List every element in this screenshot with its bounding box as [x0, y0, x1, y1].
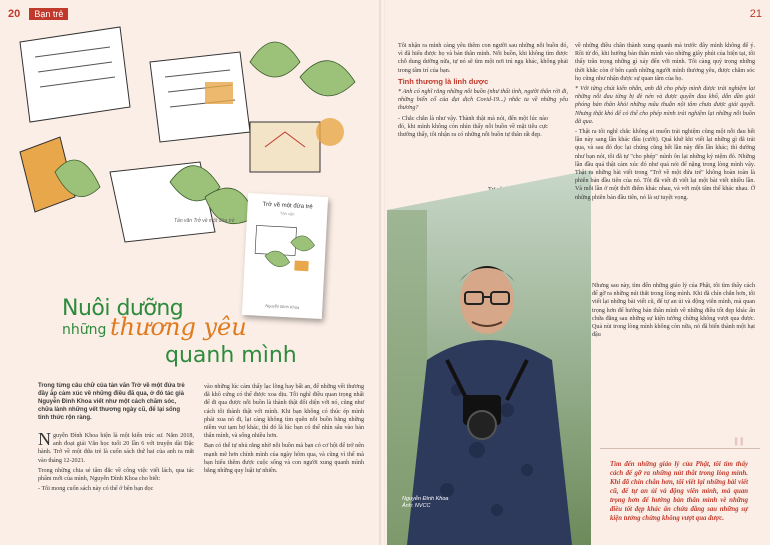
book-cover-art [249, 220, 322, 284]
article-title-line2b: thương yêu [110, 313, 247, 341]
interview-answer: - Chắc chắn là như vậy. Thành thật mà nói, đến một lúc nào đó, khi mình không còn nhìn thấy nỗi buồn về mặt tiêu cực thường thấy, tôi nhận ra có những nỗi buồn tự thân rất đẹp. [398, 115, 548, 139]
drop-cap: N [38, 429, 51, 449]
pull-quote: Tìm đến những giáo lý của Phật, tôi tìm thấy cách để gỡ ra những nút thắt trong lòng mình. Khi đã chín chắn hơn, tôi viết lại những bài viết cũ, để tự an ủi và động viên mình, mà quan trọng hơn để hướng bản thân mình về những điều tốt đẹp khác ấn chứa đằng sau những sự kiện tưởng chừng không vượt qua được. [610, 461, 748, 522]
left-page [0, 0, 381, 545]
photo-caption-name: Nguyễn Đình Khoa [402, 496, 449, 502]
paragraph: Tôi nhận ra mình càng yêu thêm con người sau những nỗi buồn đó, vì đã hiểu được họ và bản thân mình. Nỗi buồn, khi không tìm được chỗ dung dưỡng nữa, tự nó sẽ tìm một nơi trú ngụ khác, không phải trong tâm trí của bạn. [398, 43, 568, 74]
subheading: Tình thương là linh dược [398, 76, 489, 86]
paragraph: - Thật ra tôi nghĩ chắc không ai muốn trải nghiệm cũng một nỗi đau hết lần này sang lần khác đâu (cười). Quá khứ khi viết lại những gì đã trải qua, và sau đó đọc lại chúng cũng hết lần này đến lần khác; thì dường như bạn nói, tôi đã tự "cho phép" mình ôn lại những ký niệm đó. Những lần đầu quả thật cảm xúc đó như quá nói để nặng trong lòng mình vậy. Thật ra những bài viết trong "Trở về một đứa trẻ" không hoàn toàn là phiên bản đầu tiên của nó. Tôi đã viết đi viết lại một bài viết nhiều lần. Và mỗi lần ở một thời điểm khác nhau, và với một tâm thế khác nhau. Ở những phiên bản đầu tiên, nó là sự tuyệt vọng. [575, 129, 755, 201]
book-title: Trở về một đứa trẻ [262, 201, 313, 211]
paragraph: - Tôi mong cuốn sách này có thể ở bên bạn đọc [38, 486, 154, 493]
left-page-header [8, 8, 68, 20]
book-subtitle: Tản văn [279, 210, 295, 217]
article-title-line3: quanh mình [165, 343, 297, 368]
photo-caption-credit: Ảnh: NVCC [402, 503, 431, 509]
author-photo [387, 150, 591, 545]
book-author: Nguyễn Đình Khoa [265, 303, 300, 310]
interview-question: * Với từng chút kiến nhẫn, anh đã cho phép mình được trải nghiệm lại những nỗi đau từng bị đè nén và được quyền đau khổ, dẫn dần giải phóng bản thân khỏi những mâu thuẫn nội tâm chưa được giải quyết. Nhưng thật khó để có thể cho phép mình trải nghiệm lại những nỗi buồn đã qua. [575, 86, 755, 125]
book-cover [242, 193, 328, 319]
right-column-2 [575, 42, 755, 204]
paragraph: về những điều chân thành xung quanh mà trước đây mình không để ý. Rồi từ đó, khi hướng bản thân mình vào những giây phút của hiện tại, tôi thấy trân trọng những gì xảy đến với mình. Tôi càng quý trọng những thời khắc còn ở bên cạnh những người mình thương yêu, được chăm sóc họ cũng như nhận được sự quan tâm của họ. [575, 43, 755, 82]
left-column-1 [38, 429, 194, 495]
section-tag: Bạn trẻ [29, 8, 68, 20]
photo-caption [402, 496, 448, 510]
article-title-line2a: những [62, 322, 107, 338]
author-photo-image [387, 150, 591, 545]
paragraph: Bạn có thể tự nhủ rằng nhờ nỗi buồn mà bạn có cơ hội để trở nên mạnh mẽ hơn chính mình của ngày hôm qua, và cũng vì thế mà bạn hiểu thêm được cuộc sống và con người xung quanh mình bằng những quy luật tự nhiên. [204, 443, 364, 475]
article-title-line1: Nuôi dưỡng [62, 296, 184, 321]
right-column-2-continued: Nhưng sau này, tìm đến những giáo lý của Phật, tôi tìm thấy cách để gỡ ra những nút thắt trong lòng mình. Khi đã chín chắn hơn, tôi viết lại những bài viết cũ, để tự an ủi và động viên mình, mà quan trọng hơn để hướng bản thân mình về những điều tốt đẹp khác ấn chứa đằng sau những sự kiện tưởng chừng không vượt qua được. Quả nùi trong lòng mình không còn nữa, nó đã biến thành một hạt đậu [592, 283, 755, 339]
left-page-number: 20 [8, 8, 21, 20]
quote-mark-icon: " [732, 432, 746, 467]
left-column-2 [204, 383, 364, 477]
article-intro: Trong từng câu chữ của tản văn Trở về một đứa trẻ đầy ắp cảm xúc về những điều đã qua, ở đó tác giả Nguyễn Đình Khoa viết như một cách chăm sóc, chữa lành những vết thương ngày cũ, để lại sống tinh thức rộn ràng. [38, 383, 185, 421]
right-column-1 [398, 42, 568, 141]
paragraph: vào những lúc cảm thấy lạc lõng hay bất an, để những vết thương đã khô cứng có thể được xoa dịu. Tôi nghĩ điều quan trọng nhất để đi qua được nỗi buồn là thành thật đối diện với nó, cũng như cách tôi thành thật với mình. Khi bạn không có thúc ép mình phải xua nó đi, lại càng không tìm quên nỗi buồn bằng những niềm vui tạm bợ khác, thì đó là lúc bạn có thể nhìn sâu vào bản thân mình, và sống nhiều hơn. [204, 384, 364, 440]
paragraph: Trong những chia sẻ tâm đắc về công việc viết lách, qua tác phẩm mới của mình, Nguyễn Đình Khoa cho biết: [38, 467, 194, 483]
illustration-caption: Tản văn Trở về một đứa trẻ [174, 218, 235, 224]
right-page-number: 21 [749, 8, 762, 20]
paragraph: guyễn Đình Khoa hiện là một kiến trúc sư. Năm 2018, anh đoạt giải Văn học tuổi 20 lần 6 với truyện dài Đặc hành. Trở về một đứa trẻ là cuốn sách thứ hai của anh ra mắt vào tháng 12-2021. [38, 433, 194, 464]
interview-question: * Anh có nghĩ rằng những nỗi buồn (như thất tình, người thân rời đi, những biến cố của đại dịch Covid-19...) nhắc ta về những yêu thương? [398, 89, 568, 112]
